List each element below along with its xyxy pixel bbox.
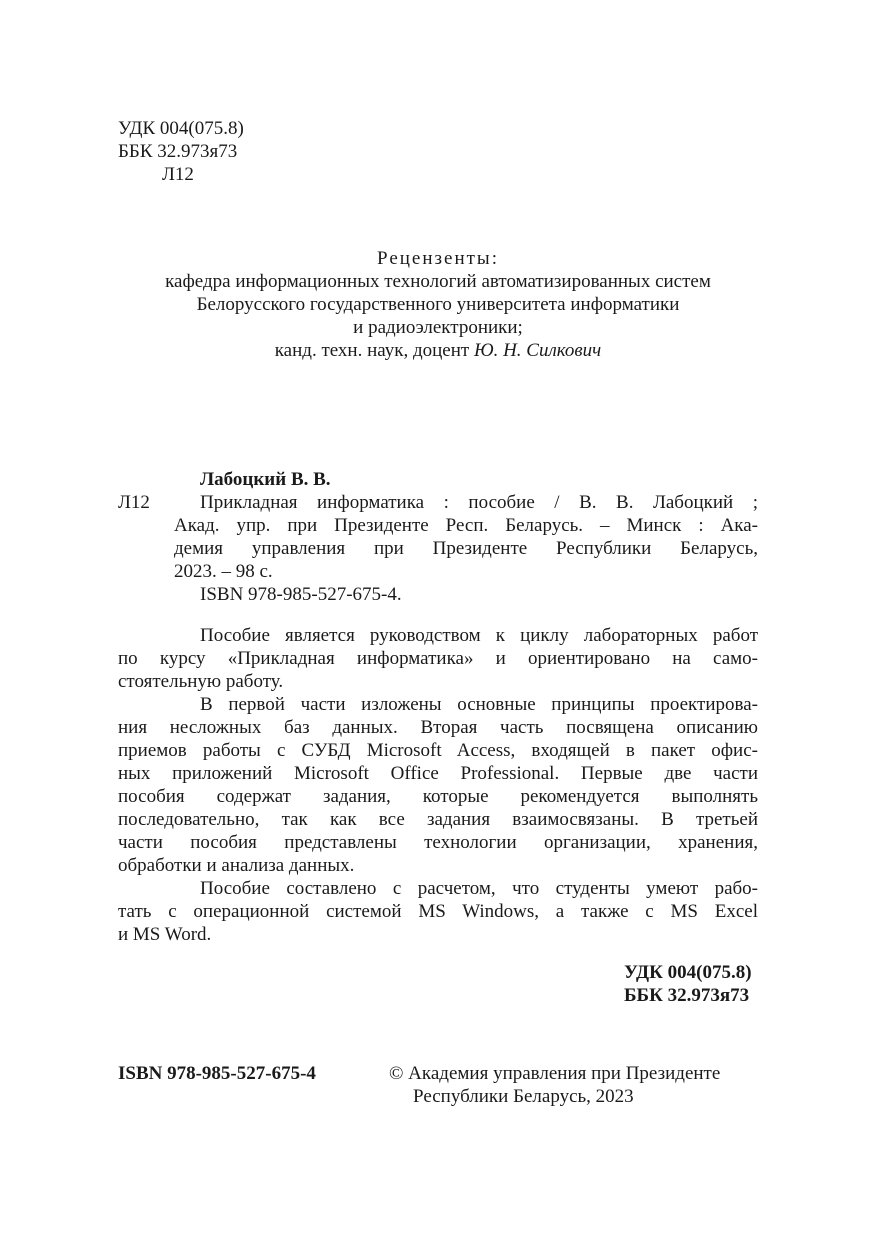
record-mark: Л12 bbox=[118, 492, 150, 513]
footer-udk: УДК 004(075.8) bbox=[624, 962, 752, 983]
footer-codes bbox=[624, 961, 752, 1007]
annotation-line: тать с операционной системой MS Windows, а также с MS Excel bbox=[118, 901, 758, 922]
annotation-line: по курсу «Прикладная информатика» и ориентировано на само- bbox=[118, 648, 758, 669]
annotation-line: пособия содержат задания, которые рекомендуется выполнять bbox=[118, 786, 758, 807]
record-line: Прикладная информатика : пособие / В. В. Лабоцкий ; bbox=[200, 492, 758, 513]
annotation-line: В первой части изложены основные принципы проектирова- bbox=[200, 694, 758, 715]
reviewer-name: Ю. Н. Силкович bbox=[473, 340, 602, 361]
record-line: 2023. – 98 с. bbox=[174, 561, 273, 582]
bibliographic-record bbox=[118, 468, 758, 606]
reviewer-line: кафедра информационных технологий автоматизированных систем bbox=[165, 271, 711, 292]
reviewers-title: Рецензенты: bbox=[377, 248, 499, 269]
bbk-code: ББК 32.973я73 bbox=[118, 141, 238, 162]
reviewers-block bbox=[118, 247, 758, 362]
annotation-line: Пособие является руководством к циклу лабораторных работ bbox=[200, 625, 758, 646]
author-mark: Л12 bbox=[162, 164, 194, 185]
annotation-line: обработки и анализа данных. bbox=[118, 855, 355, 876]
annotation bbox=[118, 624, 758, 946]
reviewer-degree: канд. техн. наук, доцент bbox=[274, 340, 470, 361]
reviewer-line bbox=[118, 339, 758, 362]
annotation-line: ния несложных баз данных. Вторая часть посвящена описанию bbox=[118, 717, 758, 738]
copyright-line: © Академия управления при Президенте bbox=[389, 1063, 721, 1084]
footer-bbk: ББК 32.973я73 bbox=[624, 985, 750, 1006]
copyright-line: Республики Беларусь, 2023 bbox=[413, 1086, 634, 1107]
record-line: демия управления при Президенте Республики Беларусь, bbox=[174, 538, 758, 559]
annotation-line: и MS Word. bbox=[118, 924, 212, 945]
record-author: Лабоцкий В. В. bbox=[200, 469, 331, 490]
udk-code: УДК 004(075.8) bbox=[118, 118, 244, 139]
annotation-line: Пособие составлено с расчетом, что студенты умеют рабо- bbox=[200, 878, 758, 899]
annotation-line: ных приложений Microsoft Office Professional. Первые две части bbox=[118, 763, 758, 784]
reviewer-line: Белорусского государственного университета информатики bbox=[196, 294, 680, 315]
annotation-line: стоятельную работу. bbox=[118, 671, 284, 692]
annotation-line: приемов работы с СУБД Microsoft Access, входящей в пакет офис- bbox=[118, 740, 758, 761]
annotation-line: последовательно, так как все задания взаимосвязаны. В третьей bbox=[118, 809, 758, 830]
imprint-isbn: ISBN 978-985-527-675-4 bbox=[118, 1063, 316, 1084]
copyright bbox=[389, 1062, 720, 1108]
reviewer-line: и радиоэлектроники; bbox=[353, 317, 523, 338]
record-isbn: ISBN 978-985-527-675-4. bbox=[200, 584, 402, 605]
annotation-line: части пособия представлены технологии организации, хранения, bbox=[118, 832, 758, 853]
classification-codes bbox=[118, 117, 244, 186]
record-line: Акад. упр. при Президенте Респ. Беларусь. – Минск : Ака- bbox=[174, 515, 758, 536]
